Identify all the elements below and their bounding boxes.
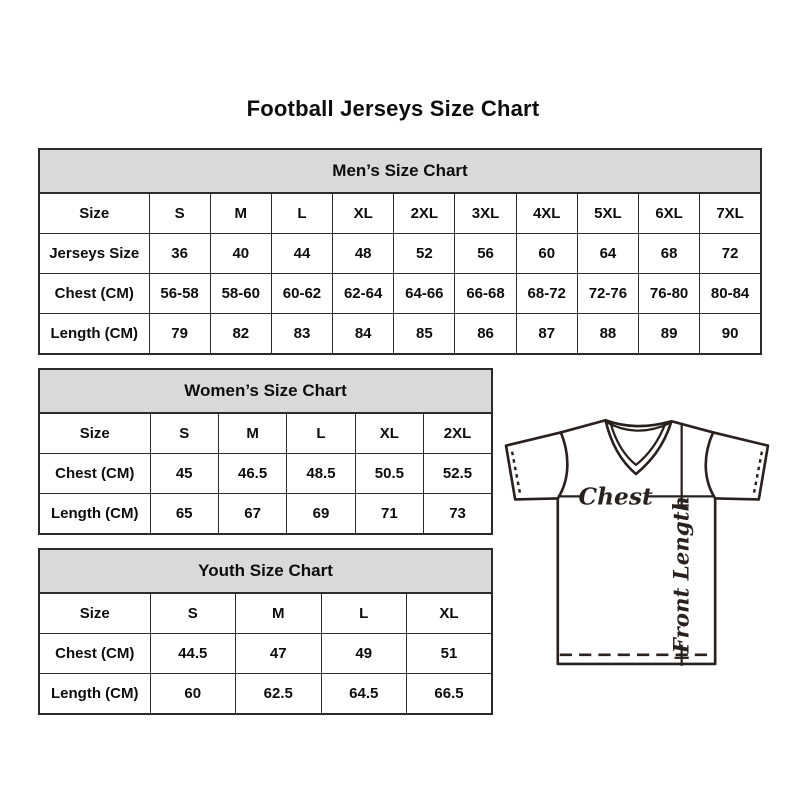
cell: 72	[700, 234, 761, 274]
cell: 48.5	[287, 454, 355, 494]
cell: 49	[321, 634, 407, 674]
jersey-illustration	[500, 404, 776, 670]
row-label-header: Size	[39, 413, 150, 454]
cell: 62-64	[333, 274, 394, 314]
cell: 71	[355, 494, 423, 535]
cell: 87	[516, 314, 577, 355]
row-label: Chest (CM)	[39, 634, 150, 674]
row-label-header: Size	[39, 593, 150, 634]
column-header-row	[39, 193, 761, 234]
jersey-left-sleeve	[506, 432, 561, 499]
cell: 90	[700, 314, 761, 355]
cell: 60	[150, 674, 236, 715]
cell: 58-60	[210, 274, 271, 314]
cell: 83	[271, 314, 332, 355]
cell: 67	[218, 494, 286, 535]
column-header: XL	[333, 193, 394, 234]
row-label-header: Size	[39, 193, 149, 234]
column-header: 2XL	[424, 413, 492, 454]
cell: 56-58	[149, 274, 210, 314]
cell: 64-66	[394, 274, 455, 314]
mens-size-table	[38, 148, 762, 355]
row-label: Chest (CM)	[39, 454, 150, 494]
column-header: L	[271, 193, 332, 234]
cell: 65	[150, 494, 218, 535]
cell: 89	[639, 314, 700, 355]
column-header: XL	[407, 593, 493, 634]
table-title-row	[39, 549, 492, 593]
cell: 66-68	[455, 274, 516, 314]
womens-size-table	[38, 368, 493, 535]
row-label: Length (CM)	[39, 674, 150, 715]
column-header: S	[150, 593, 236, 634]
cell: 80-84	[700, 274, 761, 314]
row-label: Length (CM)	[39, 494, 150, 535]
youth-size-table	[38, 548, 493, 715]
cell: 85	[394, 314, 455, 355]
row-label: Length (CM)	[39, 314, 149, 355]
womens-size-table-container	[38, 368, 493, 535]
row-label: Jerseys Size	[39, 234, 149, 274]
table-row	[39, 234, 761, 274]
column-header: M	[236, 593, 322, 634]
column-header: L	[321, 593, 407, 634]
page-title: Football Jerseys Size Chart	[246, 96, 540, 121]
cell: 62.5	[236, 674, 322, 715]
chest-label: Chest	[578, 482, 653, 511]
cell: 60-62	[271, 274, 332, 314]
cell: 86	[455, 314, 516, 355]
column-header: 3XL	[455, 193, 516, 234]
row-label: Chest (CM)	[39, 274, 149, 314]
cell: 47	[236, 634, 322, 674]
cell: 79	[149, 314, 210, 355]
column-header: 2XL	[394, 193, 455, 234]
cell: 48	[333, 234, 394, 274]
column-header: S	[149, 193, 210, 234]
cell: 84	[333, 314, 394, 355]
column-header: 4XL	[516, 193, 577, 234]
cell: 46.5	[218, 454, 286, 494]
cell: 45	[150, 454, 218, 494]
jersey-measurement-diagram	[500, 404, 776, 670]
column-header-row	[39, 413, 492, 454]
column-header: 7XL	[700, 193, 761, 234]
cell: 88	[577, 314, 638, 355]
cell: 66.5	[407, 674, 493, 715]
cell: 68-72	[516, 274, 577, 314]
cell: 72-76	[577, 274, 638, 314]
cell: 69	[287, 494, 355, 535]
youth-size-table-container	[38, 548, 493, 715]
cell: 36	[149, 234, 210, 274]
front-length-label: Front Length	[669, 495, 695, 654]
cell: 60	[516, 234, 577, 274]
cell: 64	[577, 234, 638, 274]
cell: 64.5	[321, 674, 407, 715]
column-header: XL	[355, 413, 423, 454]
column-header: 6XL	[639, 193, 700, 234]
cell: 50.5	[355, 454, 423, 494]
table-title: Women’s Size Chart	[39, 369, 492, 413]
table-row	[39, 454, 492, 494]
column-header: M	[210, 193, 271, 234]
table-row	[39, 314, 761, 355]
table-title: Men’s Size Chart	[39, 149, 761, 193]
cell: 40	[210, 234, 271, 274]
column-header-row	[39, 593, 492, 634]
cell: 68	[639, 234, 700, 274]
cell: 76-80	[639, 274, 700, 314]
table-row	[39, 634, 492, 674]
column-header: L	[287, 413, 355, 454]
table-title-row	[39, 149, 761, 193]
cell: 82	[210, 314, 271, 355]
table-title-row	[39, 369, 492, 413]
cell: 44	[271, 234, 332, 274]
table-row	[39, 674, 492, 715]
table-title: Youth Size Chart	[39, 549, 492, 593]
table-row	[39, 274, 761, 314]
cell: 52.5	[424, 454, 492, 494]
mens-size-table-container	[38, 148, 762, 355]
cell: 52	[394, 234, 455, 274]
column-header: M	[218, 413, 286, 454]
cell: 56	[455, 234, 516, 274]
column-header: 5XL	[577, 193, 638, 234]
cell: 73	[424, 494, 492, 535]
table-row	[39, 494, 492, 535]
cell: 51	[407, 634, 493, 674]
jersey-right-sleeve	[713, 432, 768, 499]
column-header: S	[150, 413, 218, 454]
cell: 44.5	[150, 634, 236, 674]
